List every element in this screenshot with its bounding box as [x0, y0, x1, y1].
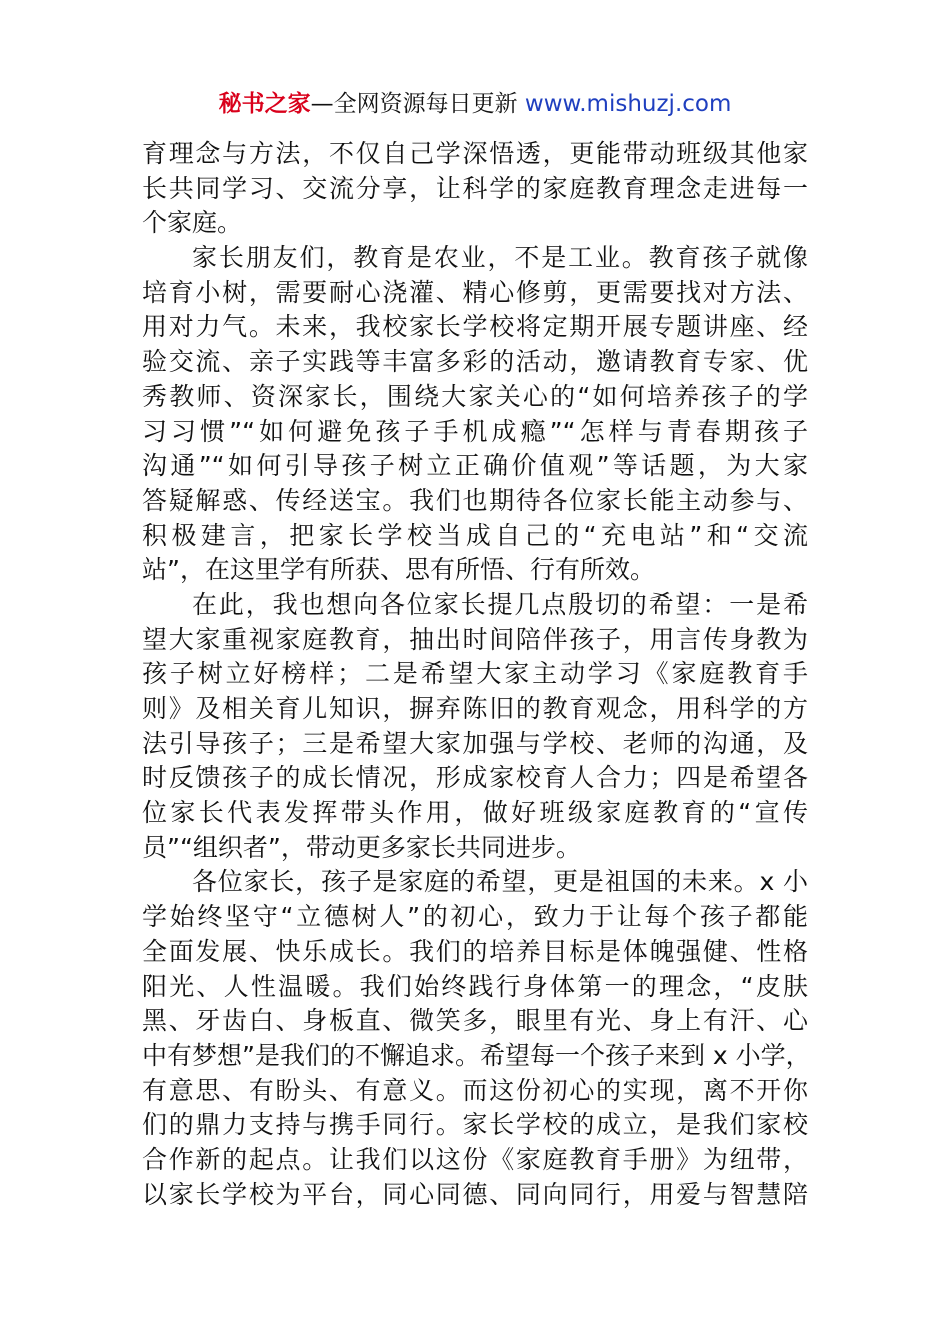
- body-line: 家长朋友们，教育是农业，不是工业。教育孩子就像: [192, 243, 808, 273]
- body-line: 员”“组织者”，带动更多家长共同进步。: [142, 832, 581, 862]
- document-body: [142, 137, 811, 1212]
- body-line: 积极建言，把家长学校当成自己的“充电站”和“交流: [142, 520, 808, 550]
- body-line: 以家长学校为平台，同心同德、同向同行，用爱与智慧陪: [142, 1179, 808, 1209]
- header-url-link[interactable]: www.mishuzj.com: [524, 91, 732, 117]
- body-line: 在此，我也想向各位家长提几点殷切的希望：一是希: [192, 589, 808, 619]
- body-line: 各位家长，孩子是家庭的希望，更是祖国的未来。x 小: [192, 867, 808, 897]
- header-slogan: —全网资源每日更新: [310, 91, 525, 117]
- body-line: 位家长代表发挥带头作用，做好班级家庭教育的“宣传: [142, 798, 808, 828]
- body-line: 中有梦想”是我们的不懈追求。希望每一个孩子来到 x 小学，: [142, 1040, 811, 1070]
- body-line: 答疑解惑、传经送宝。我们也期待各位家长能主动参与、: [142, 485, 808, 515]
- body-line: 全面发展、快乐成长。我们的培养目标是体魄强健、性格: [142, 936, 808, 966]
- body-line: 有意思、有盼头、有意义。而这份初心的实现，离不开你: [142, 1075, 808, 1105]
- page-header: [0, 88, 950, 120]
- body-line: 个家庭。: [142, 208, 243, 238]
- body-line: 验交流、亲子实践等丰富多彩的活动，邀请教育专家、优: [142, 347, 808, 377]
- body-line: 用对力气。未来，我校家长学校将定期开展专题讲座、经: [142, 312, 808, 342]
- body-line: 望大家重视家庭教育，抽出时间陪伴孩子，用言传身教为: [142, 624, 808, 654]
- body-line: 秀教师、资深家长，围绕大家关心的“如何培养孩子的学: [142, 381, 808, 411]
- body-line: 阳光、人性温暖。我们始终践行身体第一的理念，“皮肤: [142, 971, 808, 1001]
- body-line: 站”，在这里学有所获、思有所悟、行有所效。: [142, 555, 655, 585]
- body-line: 们的鼎力支持与携手同行。家长学校的成立，是我们家校: [142, 1110, 808, 1140]
- body-line: 法引导孩子；三是希望大家加强与学校、老师的沟通，及: [142, 728, 808, 758]
- body-line: 时反馈孩子的成长情况，形成家校育人合力；四是希望各: [142, 763, 808, 793]
- brand-name: 秘书之家: [218, 91, 311, 117]
- body-line: 长共同学习、交流分享，让科学的家庭教育理念走进每一: [142, 173, 808, 203]
- body-line: 沟通”“如何引导孩子树立正确价值观”等话题，为大家: [142, 451, 808, 481]
- body-line: 培育小树，需要耐心浇灌、精心修剪，更需要找对方法、: [142, 277, 808, 307]
- body-line: 习习惯”“如何避免孩子手机成瘾”“怎样与青春期孩子: [142, 416, 808, 446]
- body-line: 则》及相关育儿知识，摒弃陈旧的教育观念，用科学的方: [142, 694, 808, 723]
- body-line: 学始终坚守“立德树人”的初心，致力于让每个孩子都能: [142, 902, 808, 932]
- body-line: 合作新的起点。让我们以这份《家庭教育手册》为纽带，: [142, 1144, 808, 1174]
- body-line: 孩子树立好榜样；二是希望大家主动学习《家庭教育手: [142, 659, 808, 689]
- body-line: 育理念与方法，不仅自己学深悟透，更能带动班级其他家: [142, 139, 808, 168]
- body-line: 黑、牙齿白、身板直、微笑多，眼里有光、身上有汗、心: [142, 1006, 808, 1036]
